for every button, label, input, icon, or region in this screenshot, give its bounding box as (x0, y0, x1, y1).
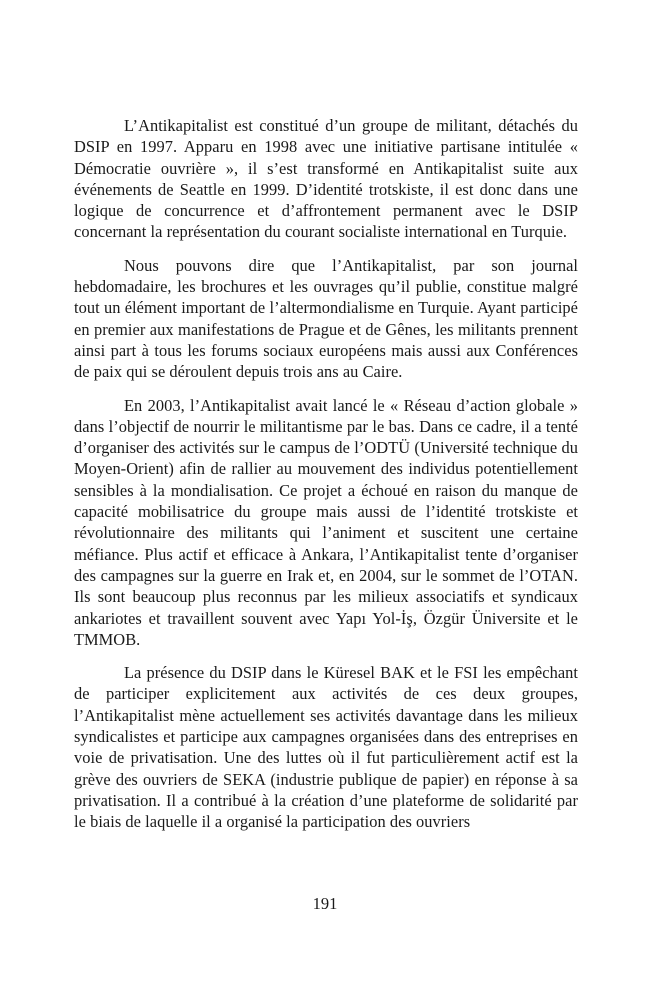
paragraph-1: L’Antikapitalist est constitué d’un groupe de militant, détachés du DSIP en 1997. Apparu en 1998 avec une initiative partisane intitulée « Démocratie ouvrière », il s’est transformé en Antikapitalist suite aux événements de Seattle en 1999. D’identité trotskiste, il est donc dans une logique de concurrence et d’affrontement permanent avec le DSIP concernant la représentation du courant socialiste international en Turquie. (74, 116, 578, 242)
paragraph-3: En 2003, l’Antikapitalist avait lancé le « Réseau d’action globale » dans l’objectif de nourrir le militantisme par le bas. Dans ce cadre, il a tenté d’organiser des activités sur le campus de l’ODTÜ (Université technique du Moyen-Orient) afin de rallier au mouvement des individus potentiellement sensibles à la mondialisation. Ce projet a échoué en raison du manque de capacité mobilisatrice du groupe mais aussi de l’identité trotskiste et révolutionnaire des militants qui l’animent et suscitent une certaine méfiance. Plus actif et efficace à Ankara, l’Antikapitalist tente d’organiser des campagnes sur la guerre en Irak et, en 2004, sur le sommet de l’OTAN. Ils sont beaucoup plus reconnus par les milieux associatifs et syndicaux ankariotes et travaillent souvent avec Yapı Yol-İş, Özgür Üniversite et le TMMOB. (74, 395, 578, 649)
page-body (74, 115, 578, 845)
paragraph-4: La présence du DSIP dans le Küresel BAK et le FSI les empêchant de participer explicitement aux activités de ces deux groupes, l’Antikapitalist mène actuellement ses activités davantage dans les milieux syndicalistes et participe aux campagnes organisées dans des entreprises en voie de privatisation. Une des luttes où il fut particulièrement actif est la grève des ouvriers de SEKA (industrie publique de papier) en réponse à sa privatisation. Il a contribué à la création d’une plateforme de solidarité par le biais de laquelle il a organisé la participation des ouvriers (74, 663, 578, 832)
paragraph-2: Nous pouvons dire que l’Antikapitalist, par son journal hebdomadaire, les brochures et les ouvrages qu’il publie, constitue malgré tout un élément important de l’altermondialisme en Turquie. Ayant participé en premier aux manifestations de Prague et de Gênes, les militants prennent ainsi part à tous les forums sociaux européens mais aussi aux Conférences de paix qui se déroulent depuis trois ans au Caire. (74, 255, 578, 382)
page-number: 191 (312, 894, 338, 913)
